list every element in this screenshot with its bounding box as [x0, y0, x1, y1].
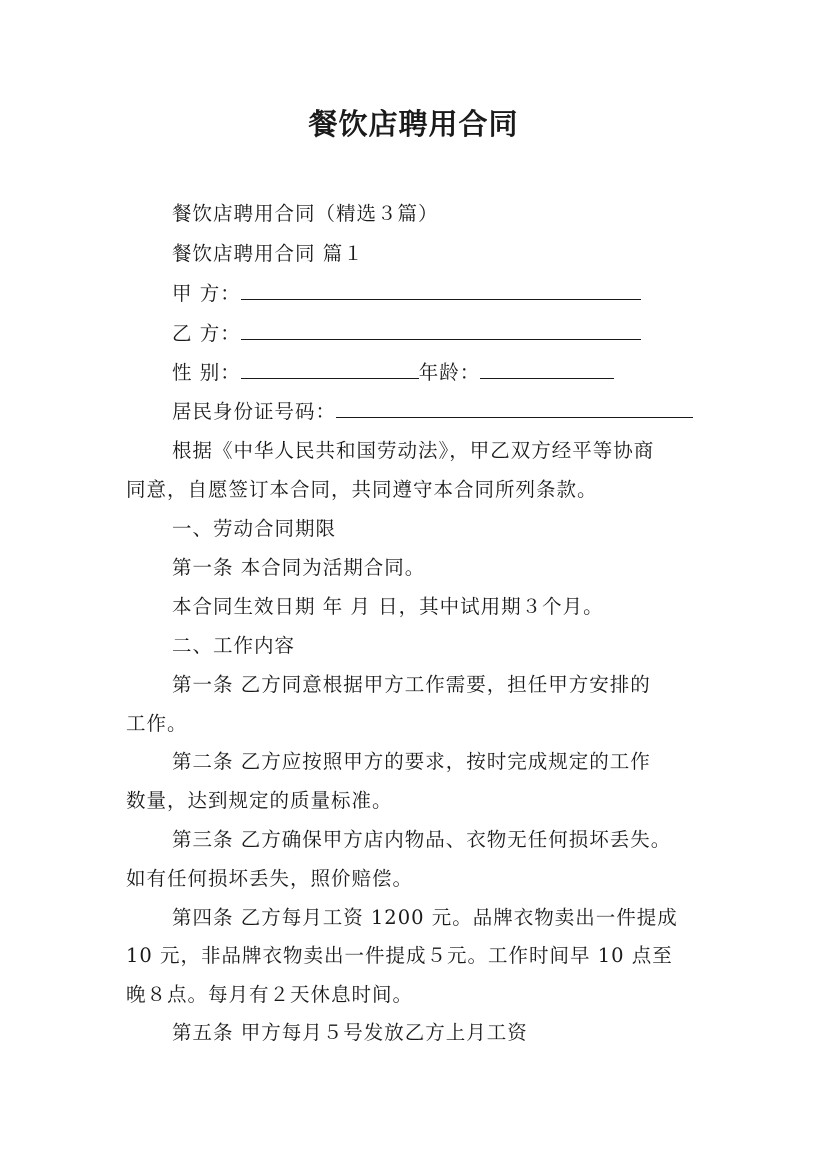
- section-heading: 一、劳动合同期限: [172, 517, 337, 540]
- paragraph-line: 第一条 乙方同意根据甲方工作需要，担任甲方安排的: [172, 673, 651, 696]
- paragraph-line: 工作。: [126, 712, 188, 735]
- age-blank: [480, 359, 614, 379]
- age-label: 年龄：: [418, 361, 481, 384]
- party-b-row: [172, 318, 641, 346]
- paragraph-line: 同意，自愿签订本合同，共同遵守本合同所列条款。: [126, 478, 598, 501]
- party-b-label: 乙 方：: [172, 322, 241, 345]
- paragraph-line: 根据《中华人民共和国劳动法》，甲乙双方经平等协商: [172, 439, 655, 462]
- party-a-row: [172, 278, 641, 306]
- id-number-blank: [336, 398, 693, 418]
- paragraph-line: 第三条 乙方确保甲方店内物品、衣物无任何损坏丢失。: [172, 828, 672, 851]
- paragraph-line: 本合同生效日期 年 月 日，其中试用期３个月。: [172, 595, 604, 618]
- paragraph-line: 如有任何损坏丢失，照价赔偿。: [126, 867, 414, 890]
- document-title: 餐饮店聘用合同: [308, 107, 519, 141]
- paragraph-line: 10 元，非品牌衣物卖出一件提成５元。工作时间早 10 点至: [126, 944, 673, 967]
- id-number-label: 居民身份证号码：: [172, 400, 337, 423]
- paragraph-line: 第五条 甲方每月５号发放乙方上月工资: [172, 1021, 528, 1044]
- section-heading: 二、工作内容: [172, 634, 296, 657]
- paragraph-line: 晚８点。每月有２天休息时间。: [126, 983, 414, 1006]
- section-heading: 餐饮店聘用合同 篇１: [172, 242, 364, 265]
- paragraph-line: 第二条 乙方应按照甲方的要求，按时完成规定的工作: [172, 750, 651, 773]
- paragraph-line: 数量，达到规定的质量标准。: [126, 789, 393, 812]
- gender-blank: [241, 359, 419, 379]
- party-b-blank: [241, 320, 641, 340]
- paragraph-line: 第四条 乙方每月工资 1200 元。品牌衣物卖出一件提成: [172, 906, 678, 929]
- party-a-label: 甲 方：: [172, 282, 241, 305]
- subtitle-line: 餐饮店聘用合同（精选３篇）: [172, 202, 439, 225]
- id-number-row: [172, 396, 693, 424]
- party-a-blank: [241, 280, 641, 300]
- gender-age-row: [172, 357, 614, 385]
- gender-label: 性 别：: [172, 361, 241, 384]
- paragraph-line: 第一条 本合同为活期合同。: [172, 556, 426, 579]
